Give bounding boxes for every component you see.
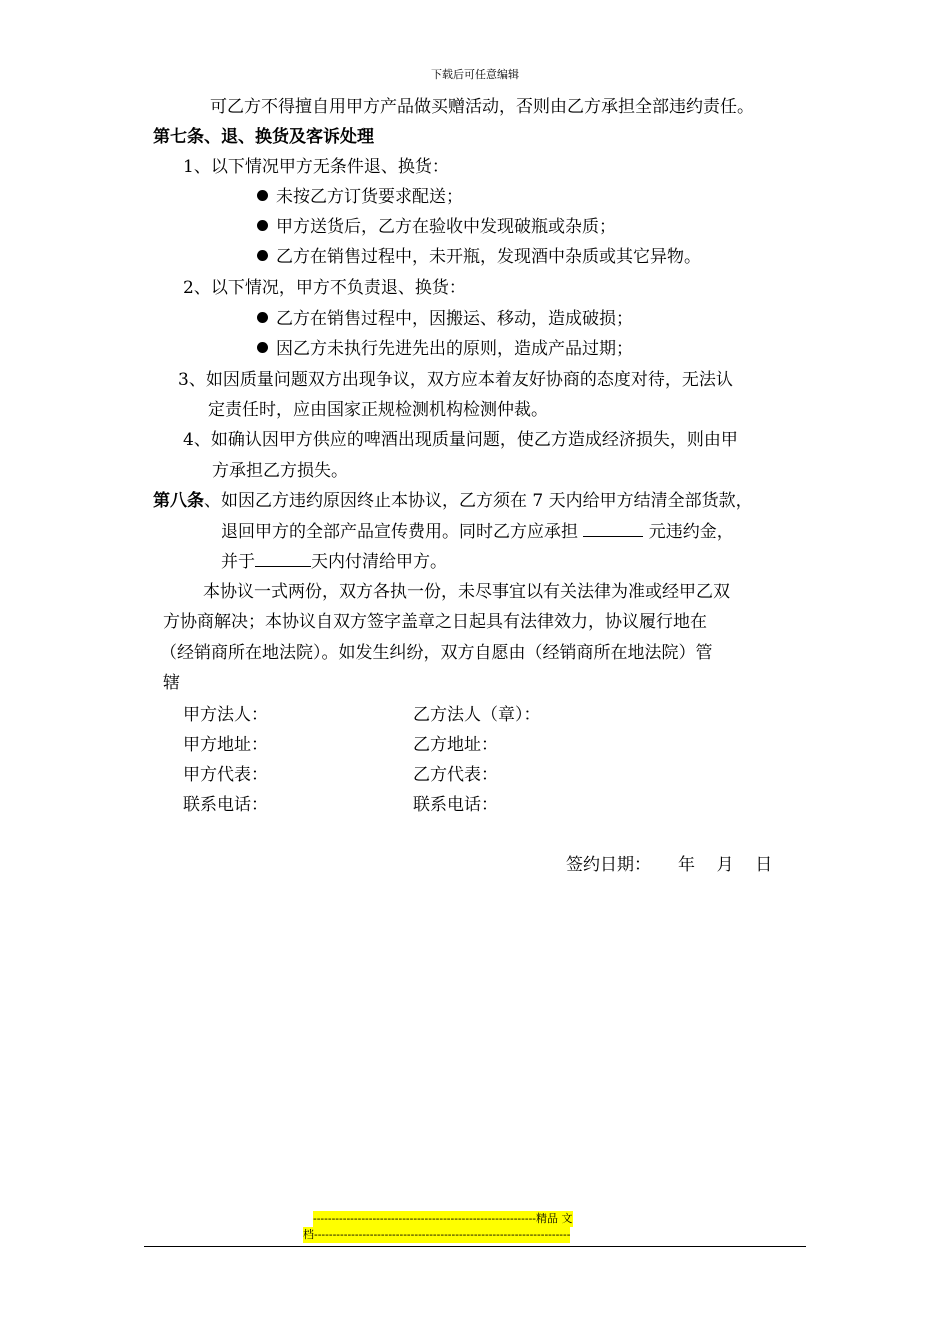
closing-line: 辖 xyxy=(163,673,180,693)
party-b-rep: 乙方代表： xyxy=(413,765,498,785)
article-8-line2: 退回甲方的全部产品宣传费用。同时乙方应承担 元违约金， xyxy=(221,517,734,547)
footer-line-1: ------------------------------------------------------------精品 文 xyxy=(313,1212,573,1225)
clause-2: 2、以下情况，甲方不负责退、换货： xyxy=(183,278,466,298)
clause-3: 3、如因质量问题双方出现争议，双方应本着友好协商的态度对待，无法认 xyxy=(178,370,733,390)
list-item: 乙方在销售过程中，未开瓶，发现酒中杂质或其它异物。 xyxy=(257,242,701,272)
closing-line: 方协商解决；本协议自双方签字盖章之日起具有法律效力，协议履行地在 xyxy=(163,612,707,632)
closing-line: 本协议一式两份，双方各执一份，未尽事宜以有关法律为准或经甲乙双 xyxy=(203,582,730,602)
article-7-title: 第七条、退、换货及客诉处理 xyxy=(153,127,374,147)
list-item: 甲方送货后，乙方在验收中发现破瓶或杂质； xyxy=(257,212,616,242)
party-a-phone: 联系电话： xyxy=(183,795,268,815)
party-b-phone: 联系电话： xyxy=(413,795,498,815)
bullet-icon xyxy=(257,312,268,323)
bullet-icon xyxy=(257,190,268,201)
article-8: 第八条、如因乙方违约原因终止本协议，乙方须在 7 天内给甲方结清全部货款， xyxy=(153,491,753,511)
footer-line-2: 档--------------------------------------------------------------------- xyxy=(303,1228,571,1241)
list-item: 未按乙方订货要求配送； xyxy=(257,182,463,212)
party-a-rep: 甲方代表： xyxy=(183,765,268,785)
footer-rule xyxy=(144,1246,806,1247)
party-b-legal: 乙方法人（章）： xyxy=(413,705,541,725)
clause-4-cont: 方承担乙方损失。 xyxy=(212,461,348,481)
party-a-address: 甲方地址： xyxy=(183,735,268,755)
page-header: 下载后可任意编辑 xyxy=(431,68,519,81)
article-8-line3: 并于 天内付清给甲方。 xyxy=(221,547,447,577)
bullet-icon xyxy=(257,250,268,261)
signing-date: 签约日期： 年 月 日 xyxy=(566,855,773,875)
list-item: 乙方在销售过程中，因搬运、移动，造成破损； xyxy=(257,304,633,334)
paragraph-line: 可乙方不得擅自用甲方产品做买赠活动，否则由乙方承担全部违约责任。 xyxy=(210,97,754,117)
days-blank xyxy=(255,548,311,567)
penalty-blank xyxy=(583,518,643,537)
clause-4: 4、如确认因甲方供应的啤酒出现质量问题，使乙方造成经济损失，则由甲 xyxy=(183,430,738,450)
clause-3-cont: 定责任时，应由国家正规检测机构检测仲裁。 xyxy=(208,400,548,420)
closing-line: （经销商所在地法院）。如发生纠纷，双方自愿由（经销商所在地法院）管 xyxy=(160,643,713,663)
bullet-icon xyxy=(257,220,268,231)
clause-1: 1、以下情况甲方无条件退、换货： xyxy=(183,157,449,177)
bullet-icon xyxy=(257,342,268,353)
article-8-title: 第八条 xyxy=(153,491,204,511)
party-b-address: 乙方地址： xyxy=(413,735,498,755)
list-item: 因乙方未执行先进先出的原则，造成产品过期； xyxy=(257,334,633,364)
party-a-legal: 甲方法人： xyxy=(183,705,268,725)
